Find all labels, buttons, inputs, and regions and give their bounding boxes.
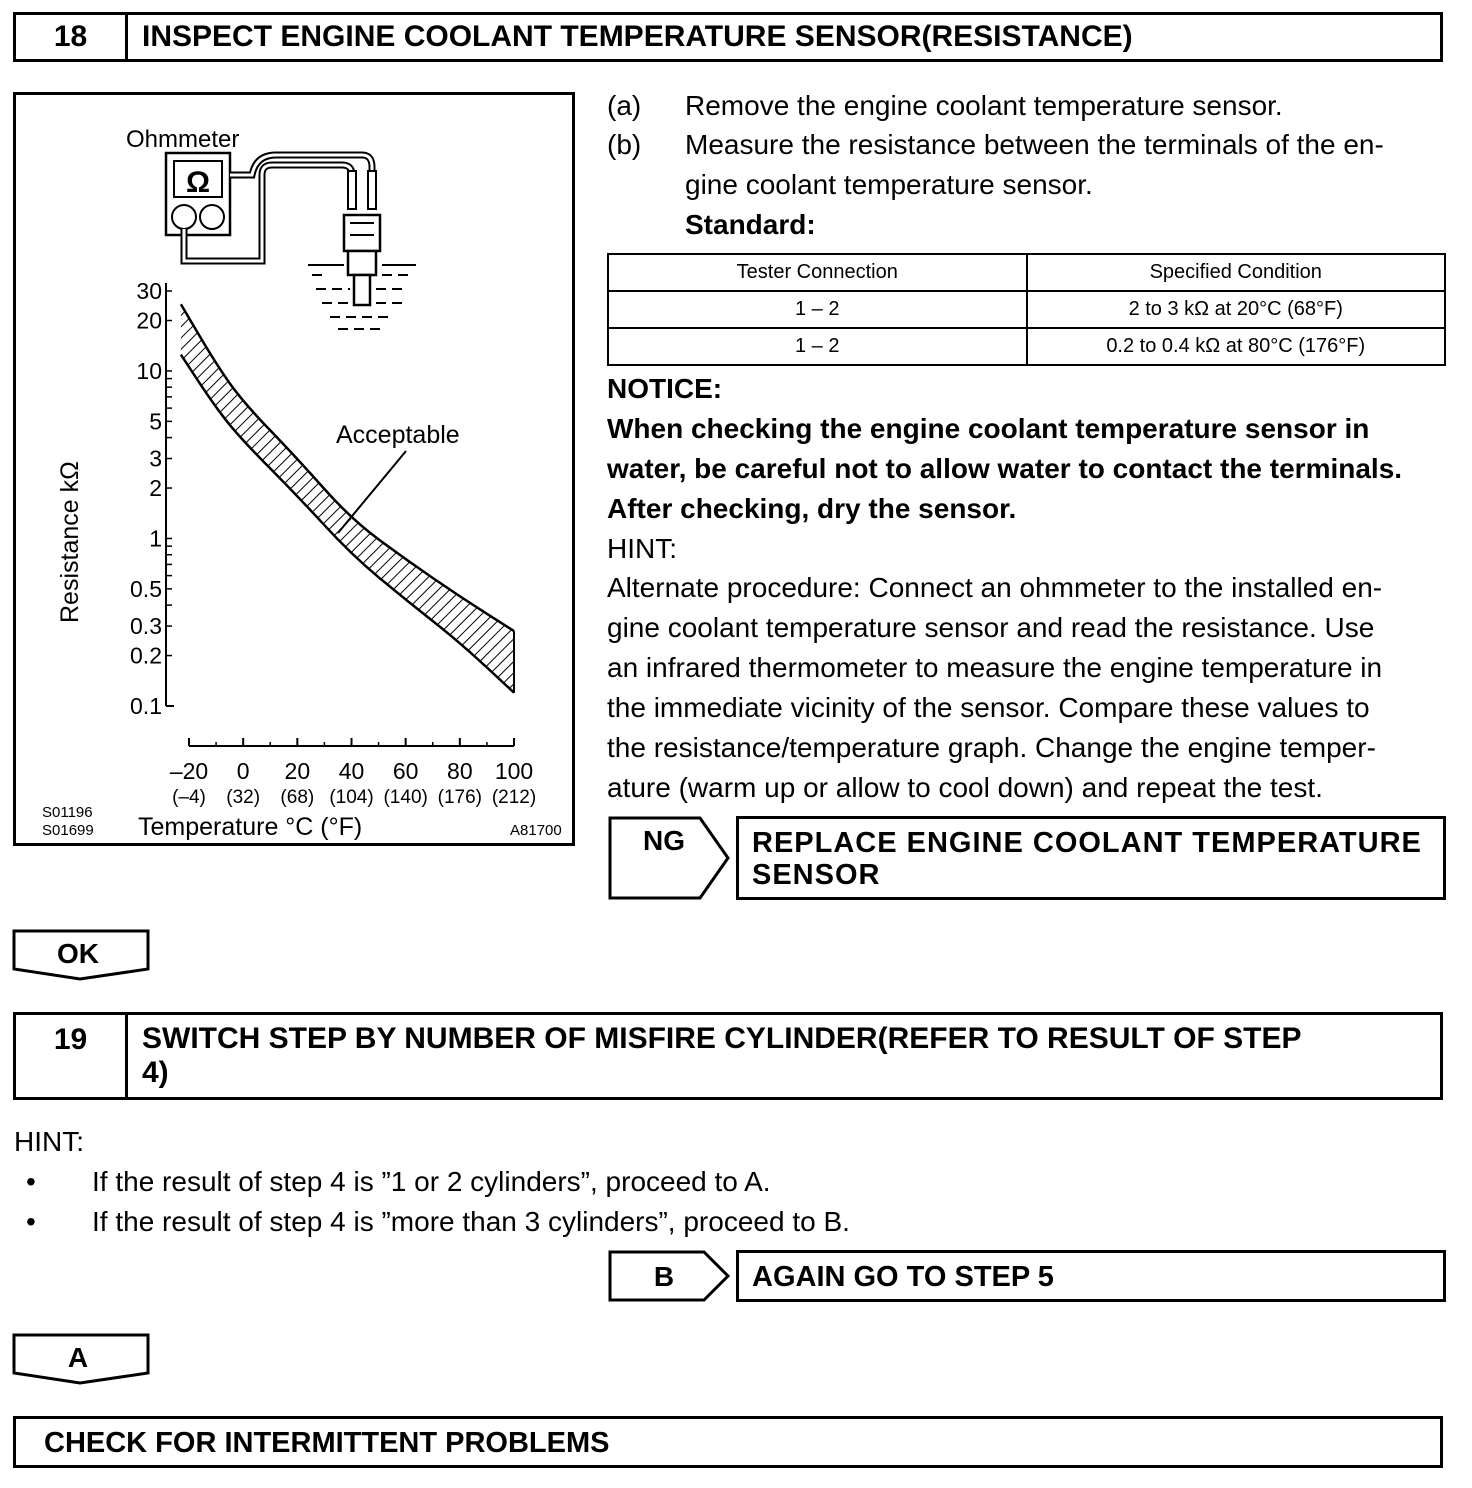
x-axis-label: Temperature °C (°F) (138, 813, 363, 841)
figure-code-1: S01196 (42, 804, 93, 821)
b-action-text: AGAIN GO TO STEP 5 (752, 1261, 1054, 1293)
table-header: Specified Condition (1027, 254, 1446, 291)
hint-line: Alternate procedure: Connect an ohmmeter to the installed en- (607, 572, 1383, 603)
spec-table (607, 253, 1446, 366)
figure-code-3: A81700 (510, 822, 562, 839)
y-axis-label: Resistance kΩ (56, 461, 84, 623)
band-fill (181, 304, 514, 692)
step-title-line: SWITCH STEP BY NUMBER OF MISFIRE CYLINDER(REFER TO RESULT OF STEP (142, 1022, 1302, 1055)
table-cell: 1 – 2 (608, 291, 1027, 328)
probe-1 (348, 171, 356, 209)
x-tick-label-f: (140) (383, 787, 428, 808)
y-tick-label: 10 (136, 357, 162, 384)
y-tick-label: 30 (136, 278, 162, 304)
x-tick-label-f: (32) (226, 787, 261, 808)
ng-arrow-box[interactable] (608, 816, 732, 900)
x-axis (170, 738, 536, 808)
a-arrow-box[interactable] (12, 1333, 152, 1387)
x-tick-label: 80 (447, 758, 473, 784)
hint-label: HINT: (607, 533, 677, 564)
x-tick-label: 60 (392, 758, 419, 784)
notice-line: When checking the engine coolant temperature sensor in (607, 413, 1370, 444)
hint-line: an infrared thermometer to measure the engine temperature in (607, 652, 1383, 683)
b-arrow-box[interactable] (608, 1250, 732, 1304)
hint-bullet: If the result of step 4 is ”more than 3 cylinders”, proceed to B. (92, 1206, 850, 1237)
x-tick-label: –20 (169, 758, 209, 784)
step-19-header (13, 1012, 1443, 1100)
x-tick-label: 0 (236, 758, 250, 784)
y-tick-label: 0.2 (130, 642, 162, 669)
step-b-text-2: gine coolant temperature sensor. (685, 169, 1093, 200)
step-a-text: Remove the engine coolant temperature sensor. (685, 90, 1283, 121)
table-header: Tester Connection (608, 254, 1027, 291)
hint-bullet: If the result of step 4 is ”1 or 2 cylinders”, proceed to A. (92, 1166, 771, 1197)
x-tick-label-f: (104) (329, 787, 374, 808)
ohmmeter-jack-right (200, 205, 224, 229)
bullet-icon: • (26, 1206, 36, 1237)
series-line-upper (181, 304, 514, 631)
resistance-chart (16, 95, 572, 843)
acceptable-leader-line (338, 451, 406, 533)
notice-line: water, be careful not to allow water to contact the terminals. (607, 453, 1403, 484)
notice-line: After checking, dry the sensor. (607, 493, 1017, 524)
standard-label: Standard: (685, 209, 816, 240)
resistance-graph-figure (13, 92, 575, 846)
step-title-line: 4) (142, 1056, 169, 1089)
y-tick-label: 2 (149, 475, 162, 502)
y-tick-label: 5 (149, 408, 162, 435)
notice-label: NOTICE: (607, 373, 723, 404)
table-row (608, 291, 1445, 328)
step-a-label: (a) (607, 90, 642, 121)
hint-line: ature (warm up or allow to cool down) and repeat the test. (607, 772, 1323, 803)
y-tick-label: 0.5 (130, 575, 162, 602)
ng-action-line: SENSOR (752, 859, 881, 891)
omega-icon: Ω (185, 166, 211, 199)
table-cell: 0.2 to 0.4 kΩ at 80°C (176°F) (1027, 328, 1446, 365)
table-row (608, 328, 1445, 365)
ok-arrow-box[interactable] (12, 929, 152, 983)
x-tick-label: 20 (284, 758, 311, 784)
table-header-row (608, 254, 1445, 291)
ng-label: NG (643, 825, 685, 856)
step-18-header (13, 12, 1443, 62)
x-tick-label: 100 (494, 758, 534, 784)
table-cell: 2 to 3 kΩ at 20°C (68°F) (1027, 291, 1446, 328)
x-tick-label: 40 (338, 758, 365, 784)
y-tick-label: 1 (149, 525, 162, 552)
hint-line: the immediate vicinity of the sensor. Compare these values to (607, 692, 1370, 723)
table-cell: 1 – 2 (608, 328, 1027, 365)
hint-line: gine coolant temperature sensor and read the resistance. Use (607, 612, 1375, 643)
x-tick-label-f: (–4) (172, 787, 206, 808)
ok-label: OK (57, 938, 99, 969)
hint-line: the resistance/temperature graph. Change the engine temper- (607, 732, 1376, 763)
sensor-hex (348, 251, 376, 275)
step-b-label: (b) (607, 129, 642, 160)
b-action-box[interactable] (736, 1250, 1446, 1302)
y-tick-label: 0.1 (130, 693, 162, 719)
x-tick-label-f: (176) (437, 787, 483, 808)
acceptable-label: Acceptable (336, 421, 460, 449)
probe-2 (368, 171, 376, 209)
ng-action-line: REPLACE ENGINE COOLANT TEMPERATURE (752, 827, 1422, 859)
figure-code-2: S01699 (42, 822, 94, 839)
ng-action-box[interactable] (736, 816, 1446, 900)
bullet-icon: • (26, 1166, 36, 1197)
acceptable-band (181, 304, 514, 692)
final-step-header (13, 1416, 1443, 1468)
step-number: 19 (16, 1015, 128, 1097)
step-number: 18 (16, 15, 128, 59)
ohmmeter-label: Ohmmeter (126, 126, 240, 153)
b-label: B (653, 1261, 675, 1292)
ohmmeter-jack-left (172, 205, 196, 229)
x-tick-label-f: (68) (280, 787, 315, 808)
sensor-probe (354, 275, 370, 305)
y-axis (130, 278, 174, 719)
sensor-connector (344, 215, 380, 251)
step-title: INSPECT ENGINE COOLANT TEMPERATURE SENSOR(RESISTANCE) (142, 20, 1133, 53)
y-tick-label: 3 (149, 445, 162, 472)
x-tick-label-f: (212) (491, 787, 537, 808)
y-tick-label: 0.3 (130, 613, 162, 640)
final-step-title: CHECK FOR INTERMITTENT PROBLEMS (44, 1427, 610, 1459)
step-b-text-1: Measure the resistance between the terminals of the en- (685, 129, 1384, 160)
hint-label: HINT: (14, 1126, 84, 1157)
y-tick-label: 20 (136, 307, 162, 334)
a-label: A (67, 1342, 89, 1373)
